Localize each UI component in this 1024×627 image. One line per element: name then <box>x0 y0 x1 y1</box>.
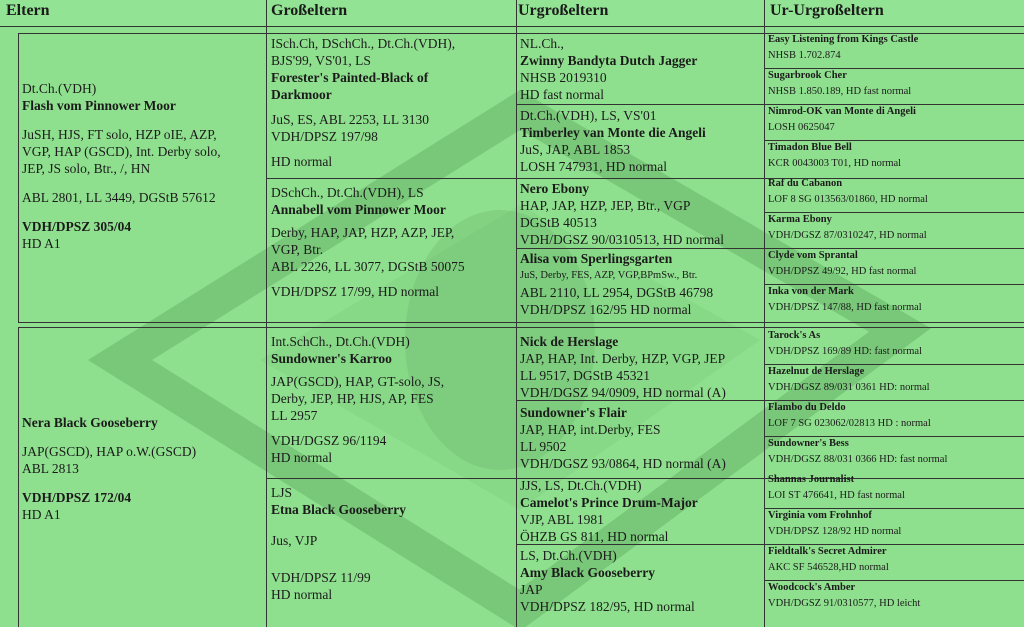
dog-name: Nick de Herslage <box>520 334 619 349</box>
text-line: HD normal <box>271 154 333 169</box>
text-line: JEP, JS solo, Btr., /, HN <box>22 161 151 176</box>
gggp-4 <box>768 140 1024 172</box>
text-line: HD fast normal <box>520 87 604 102</box>
divider <box>764 0 765 627</box>
text-line: JuS, JAP, ABL 1853 <box>520 142 631 157</box>
text-line: JuS, ES, ABL 2253, LL 3130 <box>271 112 430 127</box>
text-line: JAP(GSCD), HAP o.W.(GSCD) <box>22 444 197 459</box>
gggp-7 <box>768 248 1024 280</box>
greatgrandparent-8 <box>520 547 764 615</box>
text-line: VDH/DGSZ 89/031 0361 HD: normal <box>768 382 930 393</box>
dog-name: Sundowner's Flair <box>520 405 627 420</box>
header-eltern: Eltern <box>6 2 50 19</box>
title-line: BJS'99, VS'01, LS <box>271 53 371 68</box>
greatgrandparent-4 <box>520 250 764 318</box>
title-line: ISch.Ch, DSchCh., Dt.Ch.(VDH), <box>271 36 456 51</box>
text-line: VDH/DGSZ 93/0864, HD normal (A) <box>520 456 726 471</box>
text-line: VGP, HAP (GSCD), Int. Derby solo, <box>22 144 221 159</box>
dog-name: Easy Listening from Kings Castle <box>768 34 919 45</box>
text-line: VDH/DPSZ 49/92, HD fast normal <box>768 266 917 277</box>
dog-name: Darkmoor <box>271 87 332 102</box>
text-line: LL 2957 <box>271 408 318 423</box>
title-line: LJS <box>271 485 293 500</box>
text-line: LL 9502 <box>520 439 567 454</box>
gggp-3 <box>768 104 1024 136</box>
gggp-12 <box>768 436 1024 468</box>
hd-status: HD A1 <box>22 507 61 522</box>
divider <box>18 33 19 323</box>
dog-name: Inka von der Mark <box>768 286 854 297</box>
text-line: NHSB 1.702.874 <box>768 50 841 61</box>
dog-name: Sundowner's Karroo <box>271 351 392 366</box>
text-line: VDH/DGSZ 96/1194 <box>271 433 387 448</box>
registration: VDH/DPSZ 172/04 <box>22 490 132 505</box>
text-line: JAP, HAP, Int. Derby, HZP, VGP, JEP <box>520 351 726 366</box>
gggp-6 <box>768 212 1024 244</box>
dog-name: Alisa vom Sperlingsgarten <box>520 251 673 266</box>
text-line: HD normal <box>271 450 333 465</box>
text-line: VGP, Btr. <box>271 242 324 257</box>
text-line: AKC SF 546528,HD normal <box>768 562 889 573</box>
greatgrandparent-5 <box>520 333 764 401</box>
text-line: VDH/DPSZ 197/98 <box>271 129 378 144</box>
text-line: LOF 8 SG 013563/01860, HD normal <box>768 194 928 205</box>
text-line: Derby, HAP, JAP, HZP, AZP, JEP, <box>271 225 455 240</box>
text-line: VDH/DPSZ 169/89 HD: fast normal <box>768 346 922 357</box>
text-line: ÖHZB GS 811, HD normal <box>520 529 669 544</box>
title-line: NL.Ch., <box>520 36 564 51</box>
dog-name: Zwinny Bandyta Dutch Jagger <box>520 53 698 68</box>
text-line: JuSH, HJS, FT solo, HZP oIE, AZP, <box>22 127 217 142</box>
text-line: VJP, ABL 1981 <box>520 512 604 527</box>
gggp-14 <box>768 508 1024 540</box>
gggp-5 <box>768 176 1024 208</box>
gggp-11 <box>768 400 1024 432</box>
text-line: VDH/DPSZ 128/92 HD normal <box>768 526 902 537</box>
dog-name: Nera Black Gooseberry <box>22 415 158 430</box>
text-line: VDH/DGSZ 90/0310513, HD normal <box>520 232 724 247</box>
parent-sire <box>22 80 262 252</box>
text-line: NHSB 2019310 <box>520 70 607 85</box>
header-urgrosseltern: Urgroßeltern <box>518 2 609 19</box>
greatgrandparent-1 <box>520 35 764 103</box>
greatgrandparent-2 <box>520 107 764 175</box>
dog-name: Timadon Blue Bell <box>768 142 852 153</box>
dog-name: Shannas Journalist <box>768 474 855 485</box>
title-line: Int.SchCh., Dt.Ch.(VDH) <box>271 334 410 349</box>
text-line: VDH/DPSZ 147/88, HD fast normal <box>768 302 922 313</box>
dog-name: Fieldtalk's Secret Admirer <box>768 546 887 557</box>
dog-name: Hazelnut de Herslage <box>768 366 865 377</box>
text-line: JuS, Derby, FES, AZP, VGP,BPmSw., Btr. <box>520 270 698 281</box>
text-line: KCR 0043003 T01, HD normal <box>768 158 902 169</box>
text-line: JAP, HAP, int.Derby, FES <box>520 422 661 437</box>
header-row <box>0 0 1024 27</box>
grandparent-1 <box>271 35 515 170</box>
text-line: VDH/DPSZ 162/95 HD normal <box>520 302 692 317</box>
text-line: LL 9517, DGStB 45321 <box>520 368 651 383</box>
text-line: VDH/DPSZ 17/99, HD normal <box>271 284 439 299</box>
title-line: DSchCh., Dt.Ch.(VDH), LS <box>271 185 424 200</box>
text-line: ABL 2226, LL 3077, DGStB 50075 <box>271 259 465 274</box>
gggp-1 <box>768 32 1024 64</box>
text-line: VDH/DGSZ 87/0310247, HD normal <box>768 230 927 241</box>
text-line: LOI ST 476641, HD fast normal <box>768 490 905 501</box>
dog-name: Amy Black Gooseberry <box>520 565 655 580</box>
gggp-16 <box>768 580 1024 612</box>
text-line: LOF 7 SG 023062/02813 HD : normal <box>768 418 931 429</box>
text-line: VDH/DGSZ 91/0310577, HD leicht <box>768 598 921 609</box>
text-line: ABL 2813 <box>22 461 79 476</box>
dog-name: Karma Ebony <box>768 214 832 225</box>
greatgrandparent-7 <box>520 477 764 545</box>
dog-name: Camelot's Prince Drum-Major <box>520 495 698 510</box>
grandparent-3 <box>271 333 515 466</box>
text-line: LOSH 0625047 <box>768 122 835 133</box>
greatgrandparent-3 <box>520 180 764 248</box>
header-ur-urgrosseltern: Ur-Urgroßeltern <box>770 2 884 19</box>
dog-name: Nero Ebony <box>520 181 590 196</box>
dog-name: Annabell vom Pinnower Moor <box>271 202 446 217</box>
text-line: HAP, JAP, HZP, JEP, Btr., VGP <box>520 198 691 213</box>
grandparent-2 <box>271 184 515 300</box>
gggp-10 <box>768 364 1024 396</box>
dog-name: Sundowner's Bess <box>768 438 849 449</box>
title-line: LS, Dt.Ch.(VDH) <box>520 548 617 563</box>
gggp-8 <box>768 284 1024 316</box>
text-line: JAP(GSCD), HAP, GT-solo, JS, <box>271 374 445 389</box>
dog-name: Flash vom Pinnower Moor <box>22 98 176 113</box>
divider <box>18 322 1024 323</box>
hd-status: HD A1 <box>22 236 61 251</box>
dog-name: Woodcock's Amber <box>768 582 856 593</box>
greatgrandparent-6 <box>520 404 764 472</box>
dog-name: Tarock's As <box>768 330 821 341</box>
dog-name: Nimrod-OK van Monte di Angeli <box>768 106 916 117</box>
text-line: LOSH 747931, HD normal <box>520 159 667 174</box>
dog-name: Etna Black Gooseberry <box>271 502 406 517</box>
dog-name: Raf du Cabanon <box>768 178 843 189</box>
parent-dam <box>22 414 262 523</box>
grandparent-4 <box>271 484 515 603</box>
text-line: VDH/DPSZ 182/95, HD normal <box>520 599 695 614</box>
gggp-2 <box>768 68 1024 100</box>
header-grosseltern: Großeltern <box>271 2 348 19</box>
gggp-9 <box>768 328 1024 360</box>
dog-name: Clyde vom Sprantal <box>768 250 858 261</box>
divider <box>18 327 19 627</box>
text-line: VDH/DGSZ 94/0909, HD normal (A) <box>520 385 726 400</box>
dog-name: Timberley van Monte die Angeli <box>520 125 706 140</box>
text-line: Derby, JEP, HP, HJS, AP, FES <box>271 391 434 406</box>
text-line: VDH/DPSZ 11/99 <box>271 570 371 585</box>
text-line: VDH/DGSZ 88/031 0366 HD: fast normal <box>768 454 948 465</box>
text-line: ABL 2110, LL 2954, DGStB 46798 <box>520 285 714 300</box>
registration: VDH/DPSZ 305/04 <box>22 219 132 234</box>
text-line: Jus, VJP <box>271 533 318 548</box>
divider <box>516 0 517 627</box>
text-line: ABL 2801, LL 3449, DGStB 57612 <box>22 190 216 205</box>
dog-name: Sugarbrook Cher <box>768 70 847 81</box>
dog-name: Virginia vom Frohnhof <box>768 510 872 521</box>
dog-name: Flambo du Deldo <box>768 402 846 413</box>
title-line: JJS, LS, Dt.Ch.(VDH) <box>520 478 642 493</box>
text-line: JAP <box>520 582 543 597</box>
dog-name: Forester's Painted-Black of <box>271 70 429 85</box>
title-line: Dt.Ch.(VDH) <box>22 81 97 96</box>
divider <box>266 0 267 627</box>
text-line: DGStB 40513 <box>520 215 597 230</box>
text-line: HD normal <box>271 587 333 602</box>
title-line: Dt.Ch.(VDH), LS, VS'01 <box>520 108 657 123</box>
text-line: NHSB 1.850.189, HD fast normal <box>768 86 912 97</box>
gggp-13 <box>768 472 1024 504</box>
gggp-15 <box>768 544 1024 576</box>
